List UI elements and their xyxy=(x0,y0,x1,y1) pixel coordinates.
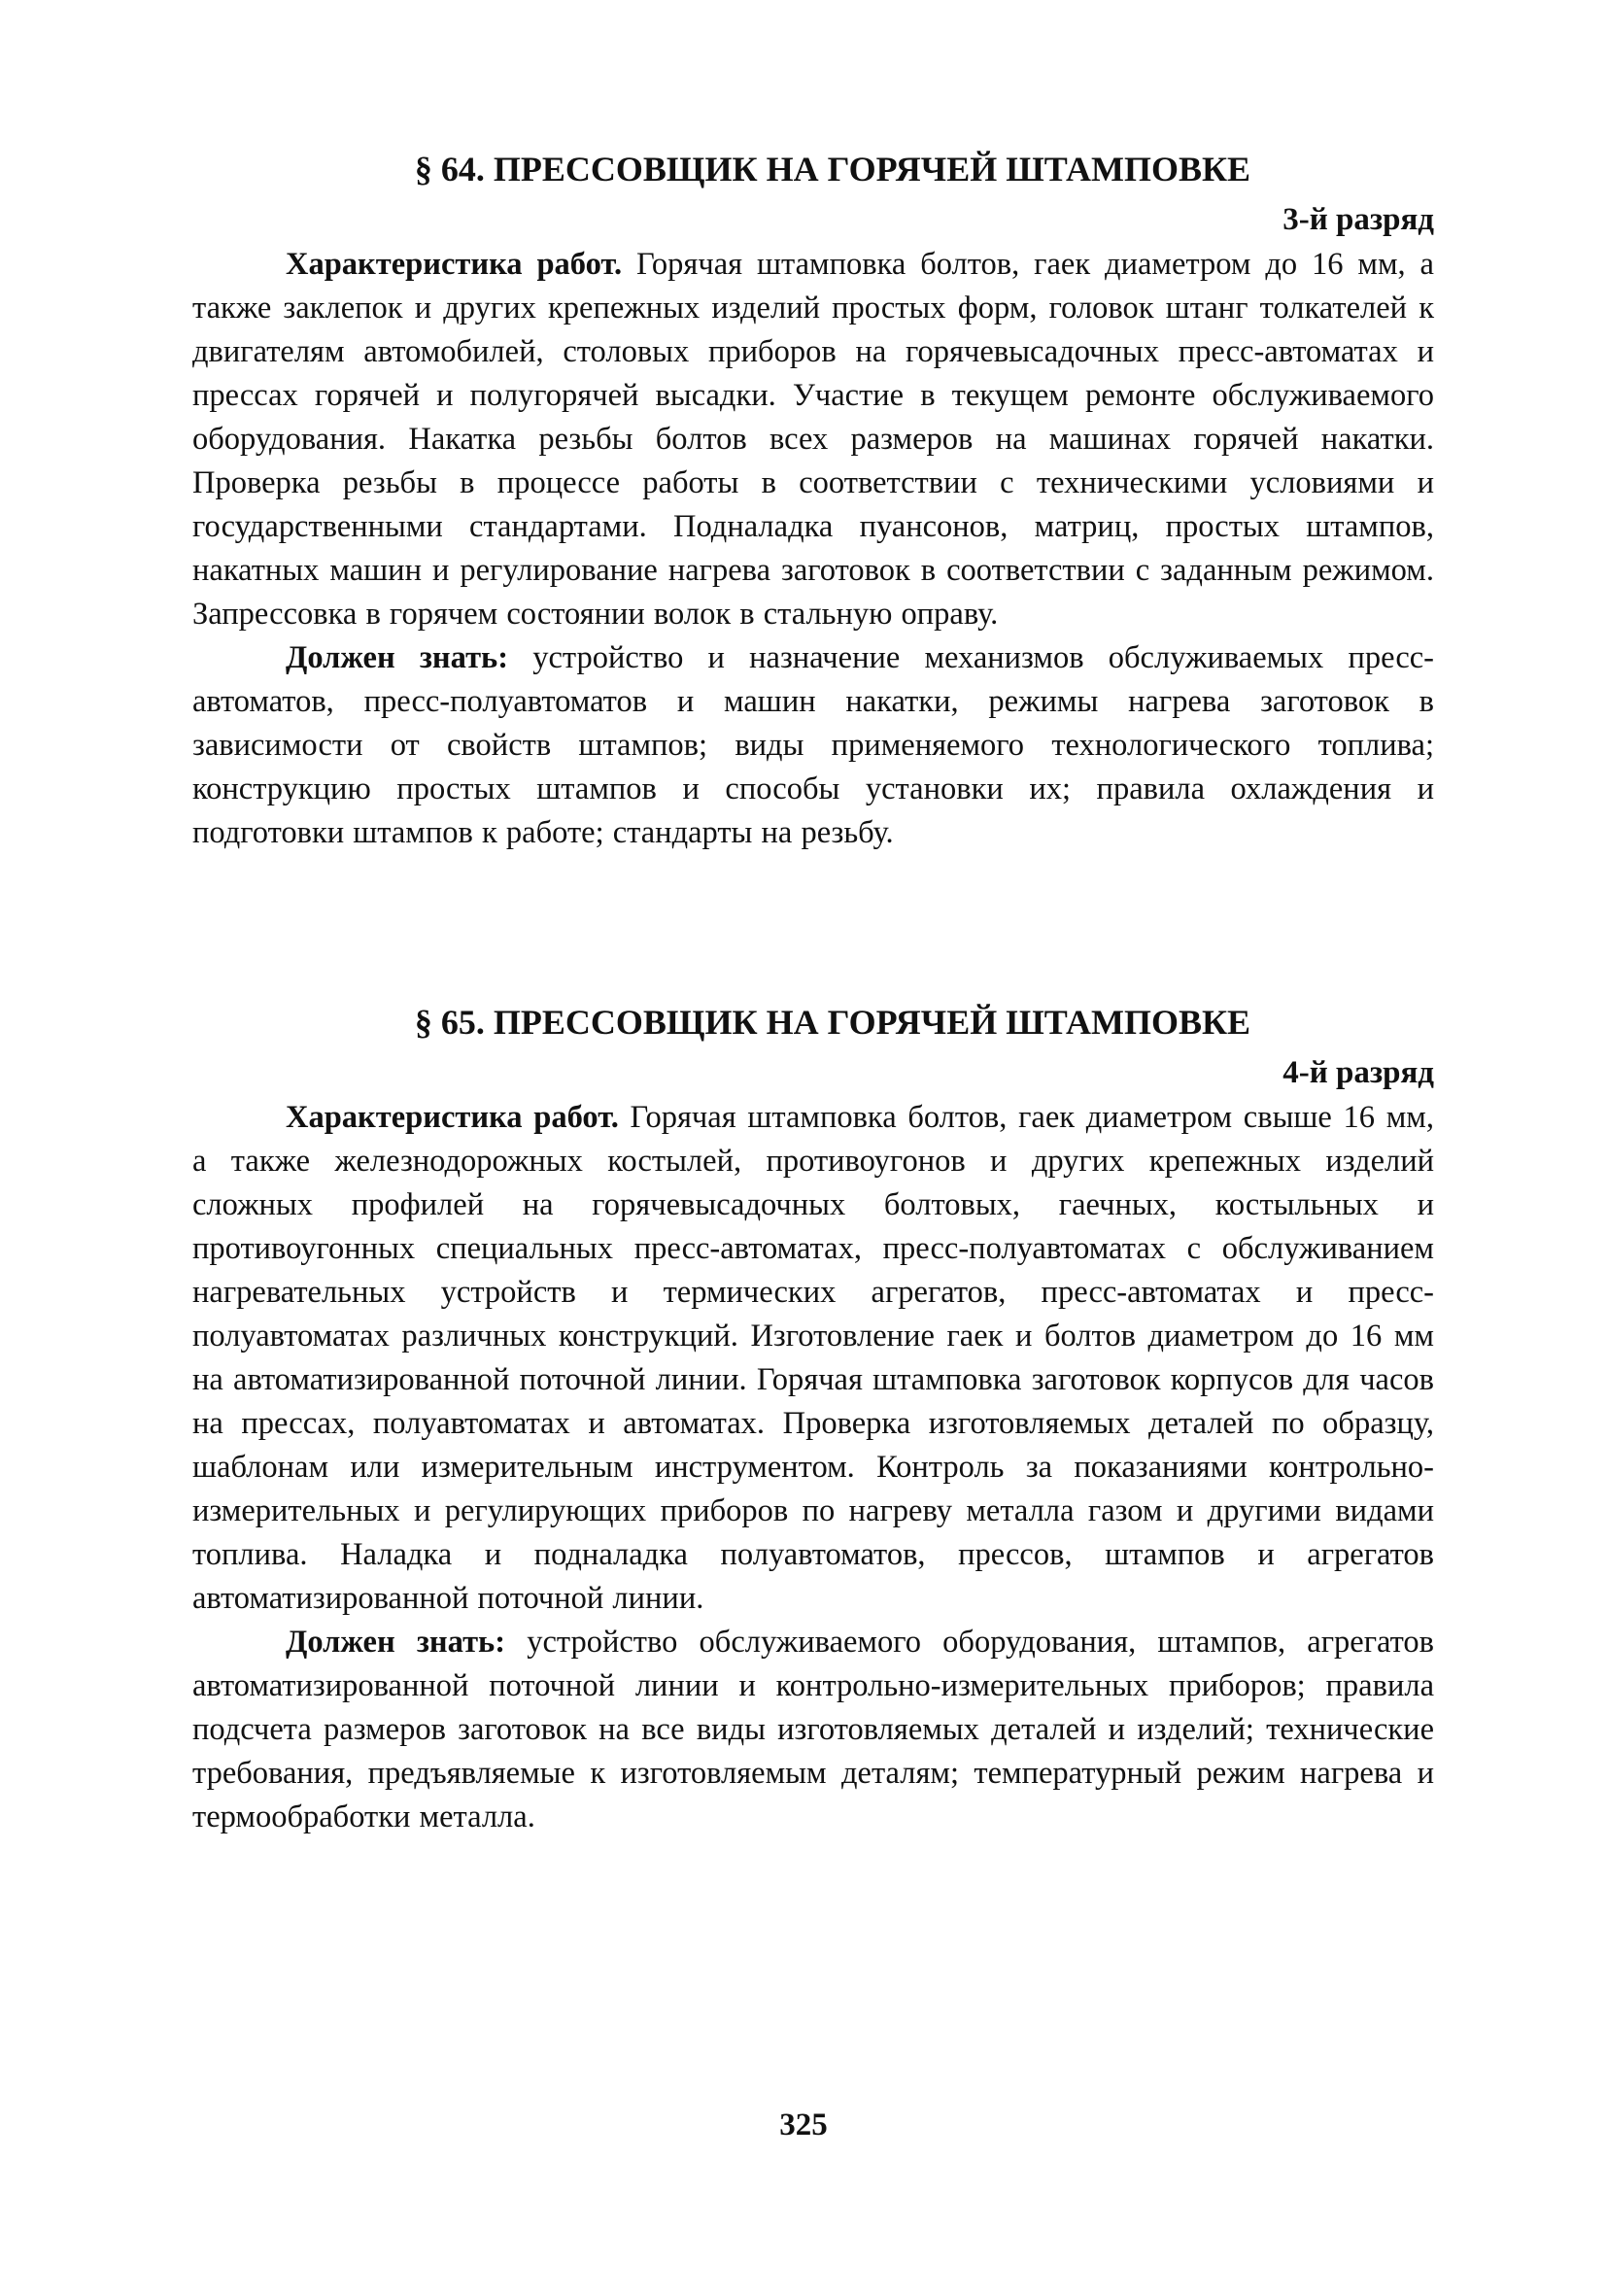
characteristics-label: Характеристика работ. xyxy=(286,247,623,282)
grade-label: 4-й разряд xyxy=(1282,1055,1434,1090)
section-heading: § 65. ПРЕССОВЩИК НА ГОРЯЧЕЙ ШТАМПОВКЕ xyxy=(414,1003,1251,1042)
knowledge-text: устройство обслуживаемого оборудования, штампов, агрегатов автоматизированной поточной линии и контрольно-измерительных приборов; правила подсчета размеров заготовок на все виды изготовляемых деталей и изделий; технические требования, предъявляемые к изготовляемым деталям; температурный режим нагрева и термообработки металла. xyxy=(192,1625,1434,1834)
knowledge-label: Должен знать: xyxy=(286,640,509,675)
characteristics-text: Горячая штамповка болтов, гаек диаметром свыше 16 мм, а также железнодорожных костылей, противоугонов и других крепежных изделий сложных профилей на горячевысадочных болтовых, гаечных, костыльных и противоугонных специальных пресс-автоматах, пресс-полуавтоматах с обслуживанием нагревательных устройств и термических агрегатов, пресс-автоматах и пресс- полуавтоматах различных конструкций. Изготовление гаек и болтов диаметром до 16 мм на автоматизированной поточной линии. Горячая штамповка заготовок корпусов для часов на прессах, полуавтоматах и автоматах. Проверка изготовляемых деталей по образцу, шаблонам или измерительным инструментом. Контроль за показаниями контрольно-измерительных и регулирующих приборов по нагреву металла газом и другими видами топлива. Наладка и подналадка полуавтоматов, прессов, штампов и агрегатов автоматизированной поточной линии. xyxy=(192,1100,1434,1616)
characteristics-paragraph xyxy=(192,243,1434,636)
knowledge-paragraph xyxy=(192,636,1434,855)
page-number: 325 xyxy=(779,2108,828,2142)
section-65 xyxy=(192,999,1434,1839)
section-heading: § 64. ПРЕССОВЩИК НА ГОРЯЧЕЙ ШТАМПОВКЕ xyxy=(414,150,1251,188)
knowledge-paragraph xyxy=(192,1621,1434,1839)
grade-label: 3-й разряд xyxy=(1282,202,1434,237)
characteristics-paragraph xyxy=(192,1096,1434,1621)
characteristics-label: Характеристика работ. xyxy=(286,1100,619,1135)
knowledge-label: Должен знать: xyxy=(286,1625,506,1660)
section-64 xyxy=(192,146,1434,855)
knowledge-text: устройство и назначение механизмов обслуживаемых пресс-автоматов, пресс-полуавтоматов и машин накатки, режимы нагрева заготовок в зависимости от свойств штампов; виды применяемого технологического топлива; конструкцию простых штампов и способы установки их; правила охлаждения и подготовки штампов к работе; стандарты на резьбу. xyxy=(192,640,1434,850)
characteristics-text: Горячая штамповка болтов, гаек диаметром до 16 мм, а также заклепок и других крепежных изделий простых форм, головок штанг толкателей к двигателям автомобилей, столовых приборов на горячевысадочных пресс-автоматах и прессах горячей и полугорячей высадки. Участие в текущем ремонте обслуживаемого оборудования. Накатка резьбы болтов всех размеров на машинах горячей накатки. Проверка резьбы в процессе работы в соответствии с техническими условиями и государственными стандартами. Подналадка пуансонов, матриц, простых штампов, накатных машин и регулирование нагрева заготовок в соответствии с заданным режимом. Запрессовка в горячем состоянии волок в стальную оправу. xyxy=(192,247,1434,632)
